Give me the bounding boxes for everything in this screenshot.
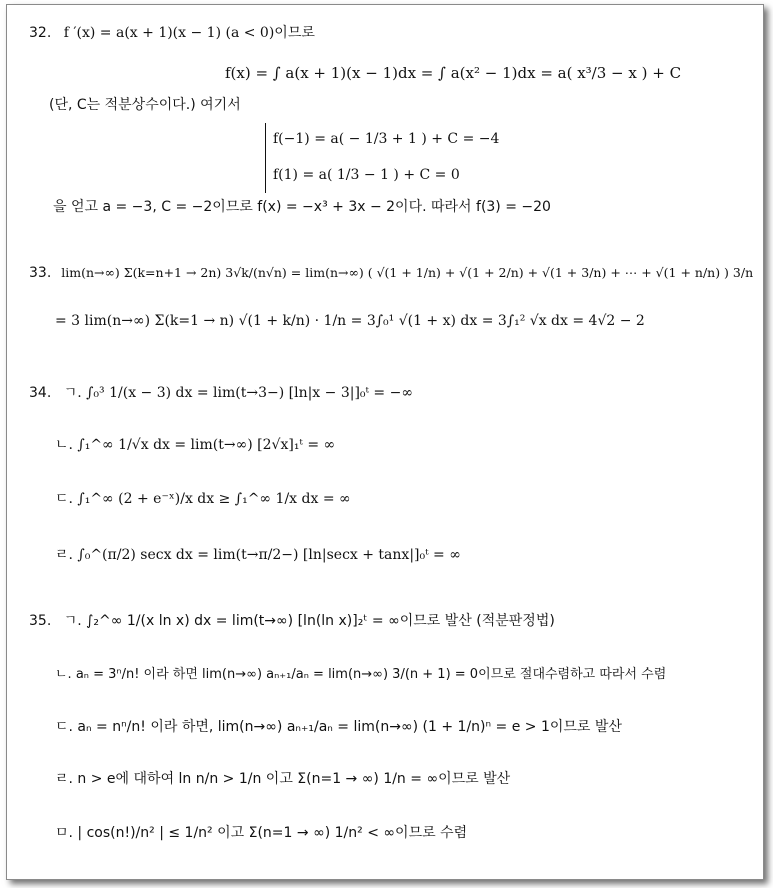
problem-35-number: 35.	[29, 613, 52, 629]
problem-35-b: ㄴ. aₙ = 3ⁿ/n! 이라 하면 lim(n→∞) aₙ₊₁/aₙ = lim(n→∞) 3/(n + 1) = 0이므로 절대수렴하고 따라서 수렴	[55, 667, 667, 682]
solution-page	[6, 4, 764, 880]
problem-32-conclusion: 을 얻고 a = −3, C = −2이므로 f(x) = −x³ + 3x − 2이다. 따라서 f(3) = −20	[53, 199, 551, 215]
problem-35-c: ㄷ. aₙ = nⁿ/n! 이라 하면, lim(n→∞) aₙ₊₁/aₙ = lim(n→∞) (1 + 1/n)ⁿ = e > 1이므로 발산	[55, 719, 622, 735]
problem-33-result: = 3 lim(n→∞) Σ(k=1 → n) √(1 + k/n) · 1/n = 3∫₀¹ √(1 + x) dx = 3∫₁² √x dx = 4√2 − 2	[55, 313, 645, 329]
problem-32-number: 32.	[29, 25, 52, 41]
problem-32-line-1	[29, 23, 315, 43]
problem-34-d: ㄹ. ∫₀^(π/2) secx dx = lim(t→π/2−) [ln|secx + tanx|]₀ᵗ = ∞	[55, 547, 461, 563]
problem-34-number: 34.	[29, 385, 52, 401]
problem-35-a: ㄱ. ∫₂^∞ 1/(x ln x) dx = lim(t→∞) [ln(ln x)]₂ᵗ = ∞이므로 발산 (적분판정법)	[63, 613, 555, 629]
problem-32-integral: f(x) = ∫ a(x + 1)(x − 1)dx = ∫ a(x² − 1)dx = a( x³/3 − x ) + C	[225, 64, 682, 82]
problem-34-line-1	[29, 383, 413, 403]
problem-35-d: ㄹ. n > e에 대하여 ln n/n > 1/n 이고 Σ(n=1 → ∞) 1/n = ∞이므로 발산	[55, 771, 511, 787]
problem-34-a: ㄱ. ∫₀³ 1/(x − 3) dx = lim(t→3−) [ln|x − 3|]₀ᵗ = −∞	[63, 385, 414, 401]
problem-33-line-1	[29, 263, 753, 283]
problem-33-sum: lim(n→∞) Σ(k=n+1 → 2n) 3√k/(n√n) = lim(n→∞) ( √(1 + 1/n) + √(1 + 2/n) + √(1 + 3/n) + ⋯ + √(1 + n/n) ) 3/n	[61, 265, 754, 280]
problem-35-e: ㅁ. | cos(n!)/n² | ≤ 1/n² 이고 Σ(n=1 → ∞) 1/n² < ∞이므로 수렴	[55, 825, 468, 841]
problem-32-note: (단, C는 적분상수이다.) 여기서	[49, 97, 241, 113]
problem-32-eq-1: f(−1) = a( − 1/3 + 1 ) + C = −4	[273, 131, 500, 147]
problem-34-c: ㄷ. ∫₁^∞ (2 + e⁻ˣ)/x dx ≥ ∫₁^∞ 1/x dx = ∞	[55, 491, 351, 507]
problem-35-line-1	[29, 611, 555, 631]
problem-34-b: ㄴ. ∫₁^∞ 1/√x dx = lim(t→∞) [2√x]₁ᵗ = ∞	[55, 437, 336, 453]
problem-32-derivative: f ′(x) = a(x + 1)(x − 1) (a < 0)이므로	[63, 25, 315, 41]
problem-33-number: 33.	[29, 265, 52, 281]
problem-32-eq-2: f(1) = a( 1/3 − 1 ) + C = 0	[273, 167, 460, 183]
